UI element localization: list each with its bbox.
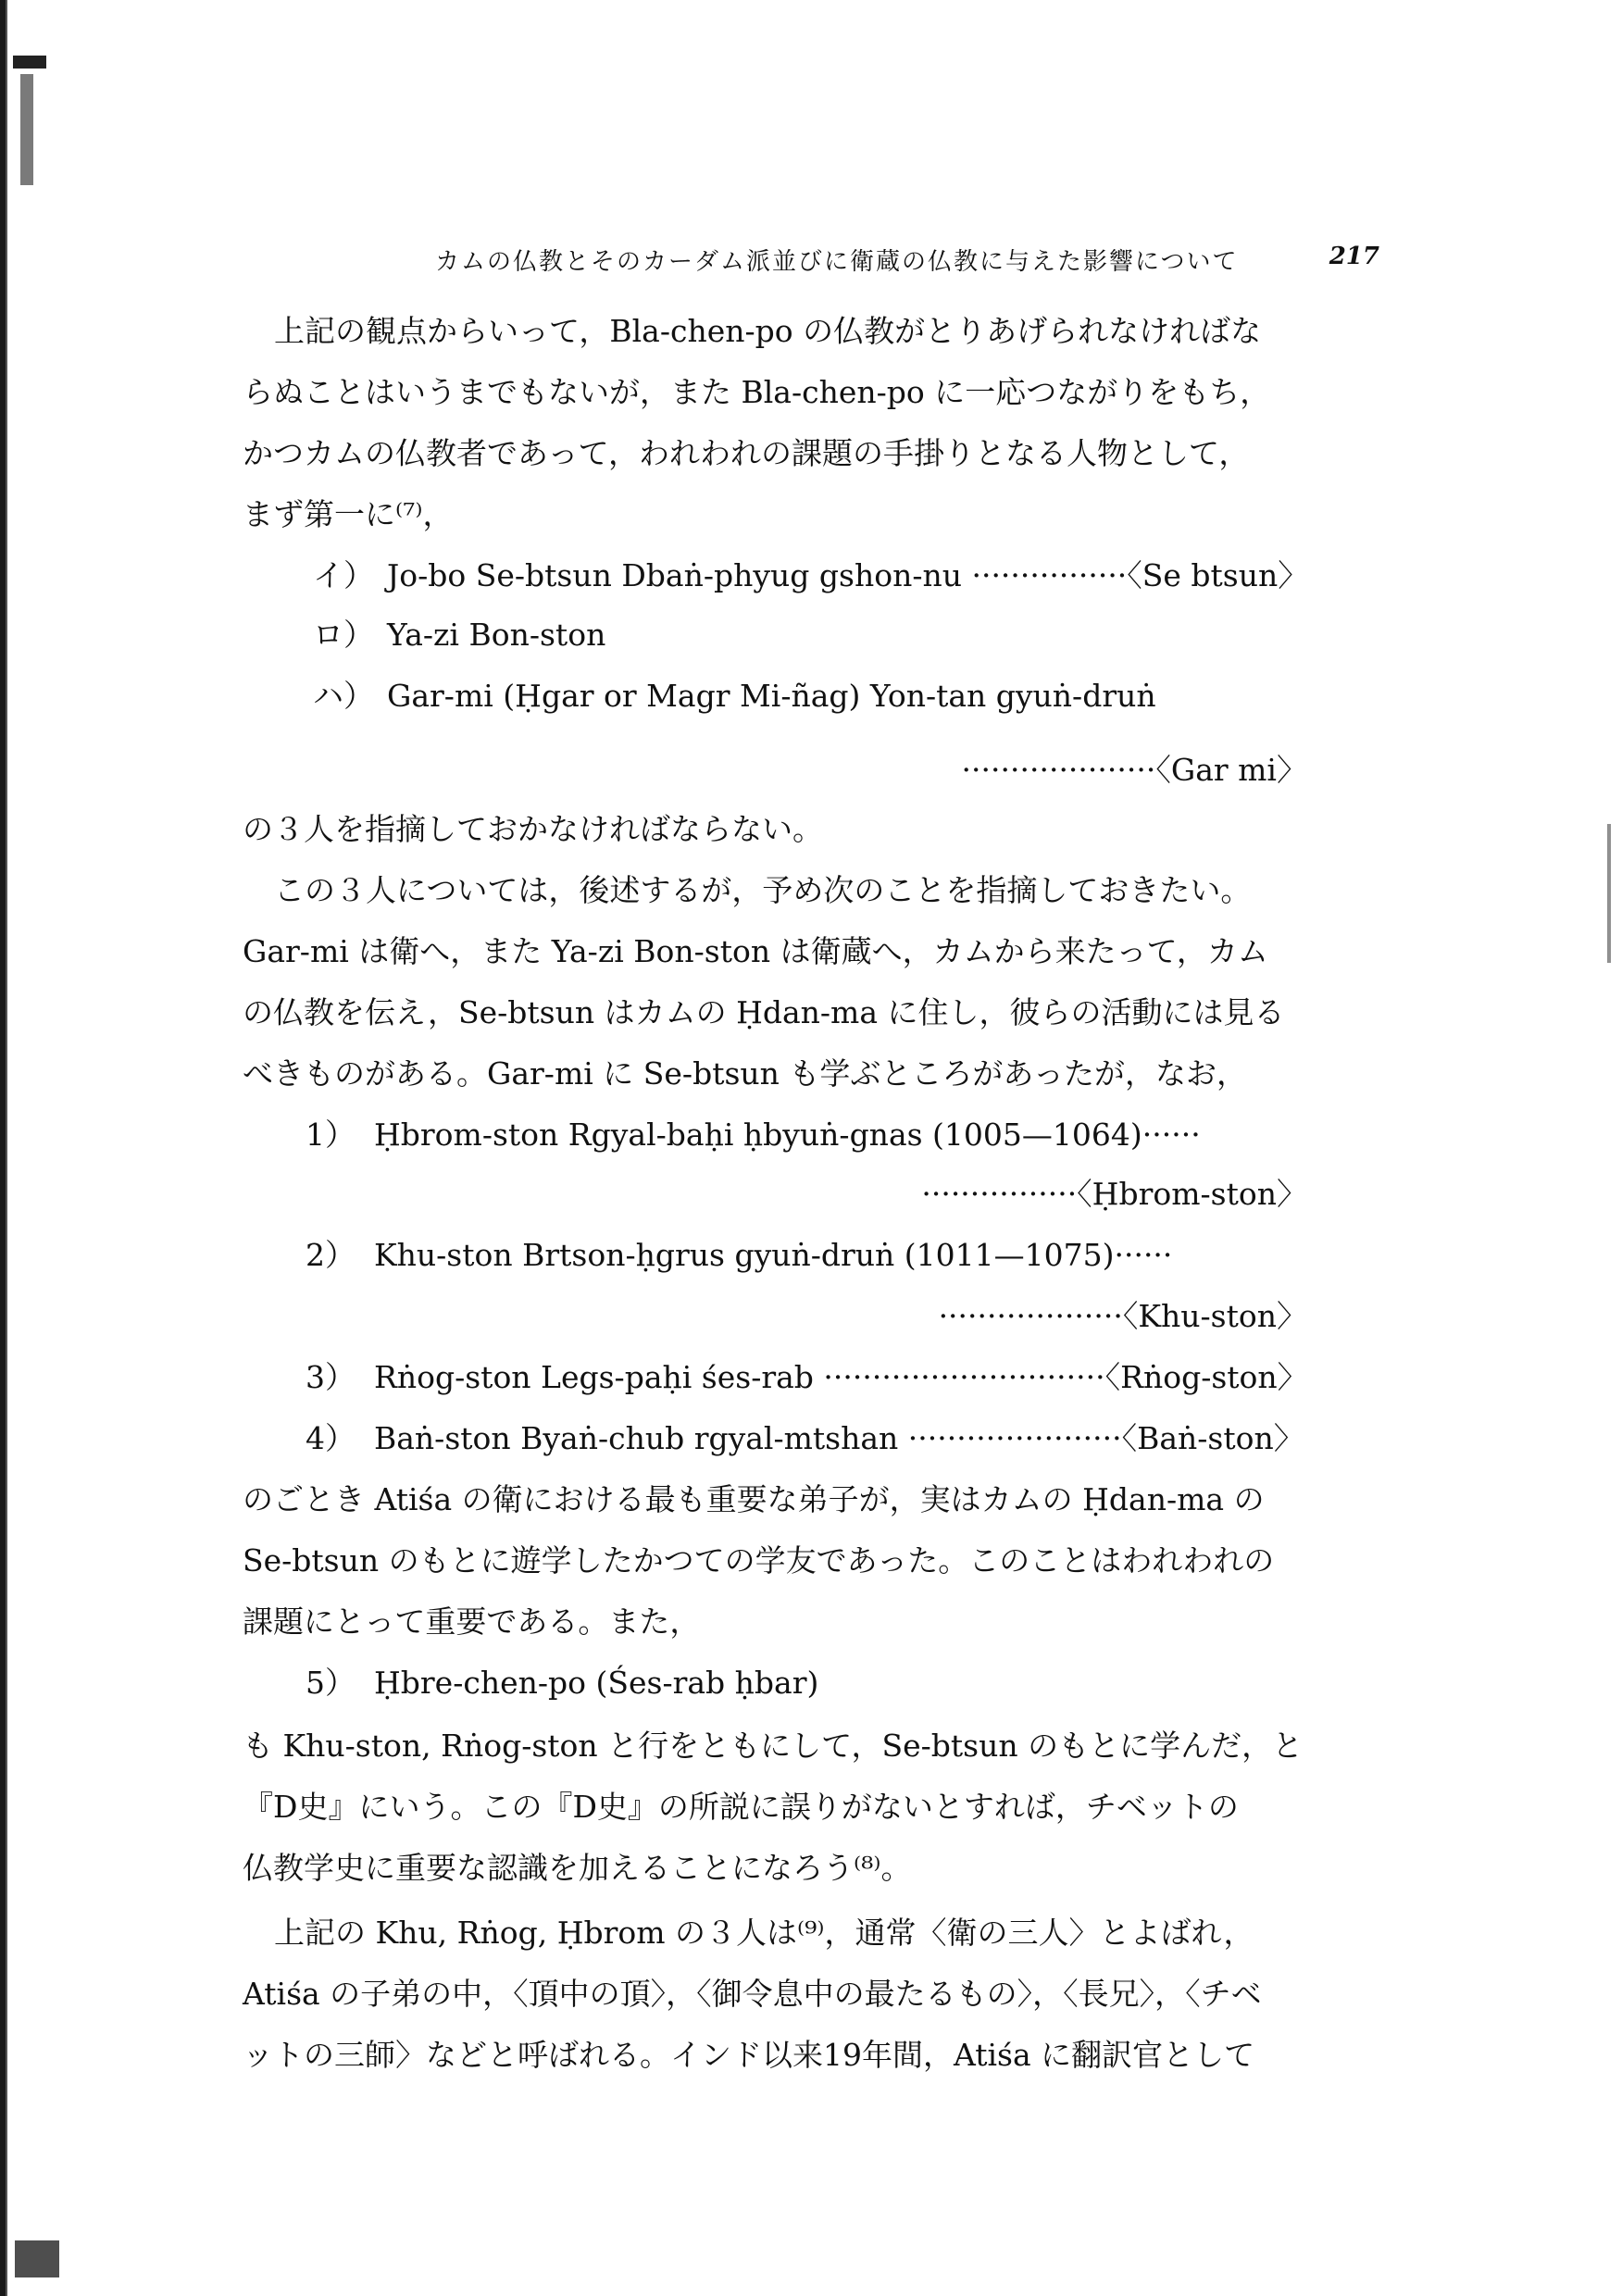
text-line: Gar-mi は衛へ，また Ya-zi Bon-ston は衛蔵へ，カムから来たって，カム [243, 933, 1268, 969]
running-title: カムの仏教とそのカーダム派並びに衛蔵の仏教に与えた影響について [435, 248, 1239, 276]
page-number: 217 [1329, 243, 1379, 270]
list-marker: 5） [306, 1665, 356, 1701]
list-continuation: ···················〈Khu-ston〉 [938, 1298, 1307, 1334]
list-text: Jo-bo Se-btsun Dbaṅ-phyug gshon-nu ················〈Se btsun〉 [387, 557, 1309, 593]
list-marker: イ） [313, 557, 374, 593]
list-item [313, 672, 1156, 716]
list-text: Gar-mi (Ḥgar or Magr Mi-ñag) Yon-tan gyuṅ-druṅ [387, 678, 1156, 714]
list-text: Rṅog-ston Legs-paḥi śes-rab ·····························〈Rṅog-ston〉 [374, 1359, 1308, 1395]
text-line: 『D史』にいう。この『D史』の所説に誤りがないとすれば，チベットの [243, 1789, 1239, 1825]
scan-speck [1607, 824, 1611, 963]
text-line: Se-btsun のもとに遊学したかつての学友であった。このことはわれわれの [243, 1542, 1275, 1578]
text-line: も Khu-ston, Rṅog-ston と行をともにして，Se-btsun のもとに学んだ，と [243, 1728, 1304, 1764]
list-text: Ḥbre-chen-po (Śes-rab ḥbar) [374, 1665, 819, 1701]
list-text: Baṅ-ston Byaṅ-chub rgyal-mtshan ······················〈Baṅ-ston〉 [374, 1420, 1304, 1456]
text-line: この３人については，後述するが，予め次のことを指摘しておきたい。 [274, 872, 1252, 908]
text-line: 上記の観点からいって，Bla-chen-po の仏教がとりあげられなければな [274, 313, 1262, 349]
list-marker: 2） [306, 1237, 356, 1273]
text-line: らぬことはいうまでもないが，また Bla-chen-po に一応つながりをもち， [243, 374, 1271, 410]
list-item [306, 1415, 1304, 1458]
list-item [313, 611, 605, 655]
list-text: Ya-zi Bon-ston [387, 617, 606, 653]
scan-left-edge [0, 0, 9, 2296]
scan-speck [15, 2240, 59, 2277]
list-marker: ロ） [313, 617, 374, 653]
text-line: 課題にとって重要である。また， [243, 1603, 701, 1640]
list-item [306, 1111, 1201, 1154]
list-item [306, 1354, 1308, 1397]
list-marker: 3） [306, 1359, 356, 1395]
list-item [306, 1231, 1172, 1275]
list-text: Ḥbrom-ston Rgyal-baḥi ḥbyuṅ-gnas (1005—1064)······ [374, 1117, 1201, 1153]
text-line: 仏教学史に重要な認識を加えることになろう⁽⁸⁾。 [243, 1850, 912, 1886]
text-line: の３人を指摘しておかなければならない。 [243, 811, 823, 847]
list-marker: ハ） [313, 678, 374, 714]
text-line: ットの三師〉などと呼ばれる。インド以来19年間，Atiśa に翻訳官として [243, 2037, 1255, 2073]
running-header [435, 243, 1379, 280]
text-line: かつカムの仏教者であって，われわれの課題の手掛りとなる人物として， [243, 435, 1250, 471]
text-line: まず第一に⁽⁷⁾， [243, 496, 454, 532]
list-item [313, 552, 1308, 595]
text-line: の仏教を伝え，Se-btsun はカムの Ḥdan-ma に住し，彼らの活動には見る [243, 994, 1285, 1030]
list-marker: 4） [306, 1420, 356, 1456]
scan-speck [13, 56, 46, 69]
text-line: べきものがある。Gar-mi に Se-btsun も学ぶところがあったが，なお， [243, 1055, 1248, 1092]
list-continuation: ····················〈Gar mi〉 [961, 752, 1307, 788]
list-item [306, 1659, 818, 1703]
text-line: 上記の Khu, Rṅog, Ḥbrom の３人は⁽⁹⁾，通常〈衛の三人〉とよばれ， [274, 1915, 1254, 1951]
text-line: のごとき Atiśa の衛における最も重要な弟子が，実はカムの Ḥdan-ma の [243, 1481, 1265, 1517]
list-text: Khu-ston Brtson-ḥgrus gyuṅ-druṅ (1011—1075)······ [374, 1237, 1173, 1273]
text-line: Atiśa の子弟の中，〈頂中の頂〉，〈御令息中の最たるもの〉，〈長兄〉，〈チベ [243, 1976, 1262, 2012]
list-continuation: ················〈Ḥbrom-ston〉 [921, 1176, 1307, 1212]
list-marker: 1） [306, 1117, 356, 1153]
scan-speck [20, 74, 33, 185]
